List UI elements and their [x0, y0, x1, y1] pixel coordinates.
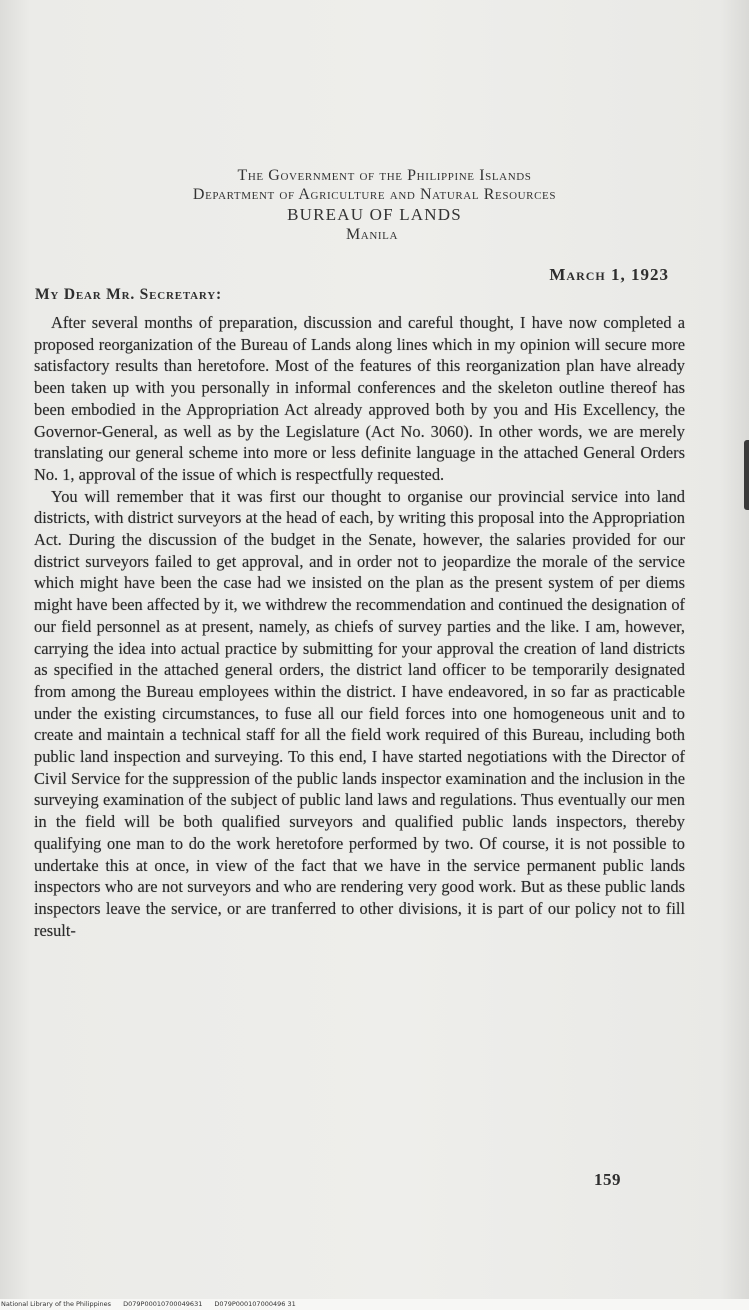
footer-code-2: D079P000107000496 31 [214, 1300, 296, 1308]
scan-footer [0, 1299, 749, 1310]
government-heading: The Government of the Philippine Islands [237, 167, 532, 184]
department-heading: Department of Agriculture and Natural Resources [192, 186, 557, 203]
page-number: 159 [594, 1170, 621, 1189]
footer-code-1: D079P00010700049631 [123, 1300, 203, 1308]
letter-body [34, 312, 685, 941]
letterhead [0, 166, 749, 244]
city-heading: Manila [345, 226, 399, 243]
letter-date: March 1, 1923 [549, 265, 669, 284]
bureau-heading: BUREAU OF LANDS [287, 205, 462, 224]
scan-edge-mark [744, 440, 749, 510]
paragraph-2: You will remember that it was first our thought to organise our provincial service into land districts, with district surveyors at the head of each, by writing this proposal into the Appropriation Act. During the discussion of the budget in the Senate, however, the salaries provided for our district surveyors failed to get approval, and in order not to jeopardize the morale of the service which might have been the case had we insisted on the plan as the present system of per diems might have been affected by it, we withdrew the recommendation and continued the designation of our field personnel as at present, namely, as chiefs of survey parties and the like. I am, however, carrying the idea into actual practice by submitting for your approval the creation of land districts as specified in the attached general orders, the district land officer to be temporarily designated from among the Bureau employees within the district. I have endeavored, in so far as practicable under the existing circumstances, to fuse all our field forces into one homogeneous unit and to create and maintain a technical staff for all the field work required of this Bureau, including both public land inspection and surveying. To this end, I have started negotiations with the Director of Civil Service for the suppression of the public lands inspector examination and the inclusion in the surveying examination of the subject of public land laws and regulations. Thus eventually our men in the field will be both qualified surveyors and qualified public lands inspectors, thereby qualifying one man to do the work heretofore performed by two. Of course, it is not possible to undertake this at once, in view of the fact that we have in the service permanent public lands inspectors who are not surveyors and who are rendering very good work. But as these public lands inspectors leave the service, or are tranferred to other divisions, it is part of our policy not to fill result- [34, 486, 685, 940]
footer-library: National Library of the Philippines [1, 1300, 112, 1308]
paragraph-1: After several months of preparation, discussion and careful thought, I have now completed a proposed reorganization of the Bureau of Lands along lines which in my opinion will secure more satisfactory results than heretofore. Most of the features of this reorganization plan have already been taken up with you personally in informal conferences and the skeleton outline thereof has been embodied in the Appropriation Act already approved both by you and His Excellency, the Governor-General, as well as by the Legislature (Act No. 3060). In other words, we are merely translating our general scheme into more or less definite language in the attached General Orders No. 1, approval of the issue of which is respectfully requested. [34, 313, 685, 484]
salutation: My Dear Mr. Secretary: [35, 286, 222, 303]
